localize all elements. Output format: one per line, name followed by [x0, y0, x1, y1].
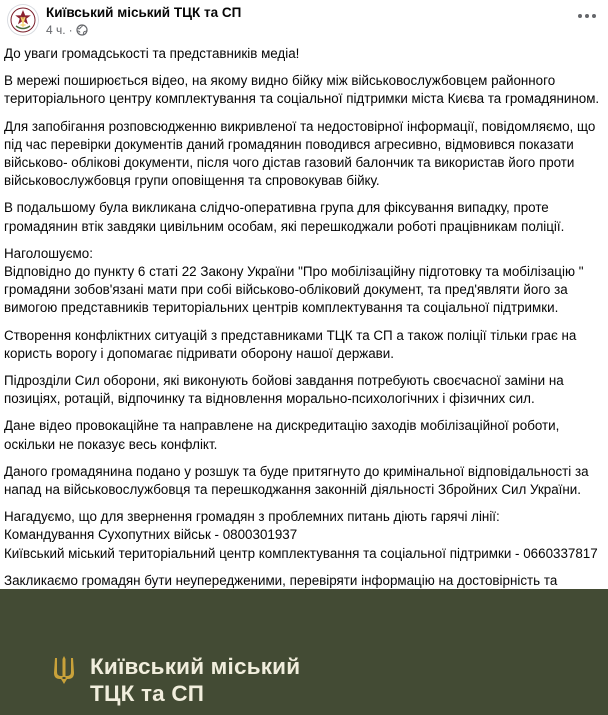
more-options-dot — [585, 14, 589, 18]
paragraph-emphasis-heading: Наголошуємо: — [4, 245, 93, 261]
image-title: Київський міський ТЦК та СП — [90, 654, 301, 706]
paragraph-provocation: Дане відео провокаційне та направлене на дискредитацію заходів мобілізаційної роботи, оскільки не показує весь конфлікт. — [4, 418, 560, 452]
post-meta — [46, 23, 88, 37]
hotline-kyiv-tck: Київський міський територіальний центр комплектування та соціальної підтримки - 0660337817 — [4, 545, 598, 561]
more-options-icon — [578, 14, 582, 18]
paragraph-video: В мережі поширюється відео, на якому видно бійку між військовослужбовцем районного територіального центру комплектування та соціальної підтримки міста Києва та громадянином. — [4, 73, 600, 107]
page-name-link[interactable]: Київський міський ТЦК та СП — [46, 5, 242, 20]
paragraph-wanted: Даного громадянина подано у розшук та буде притягнуто до кримінальної відповідальності за напад на військовослужбовця та перешкоджання законній діяльності Збройних Сил України. — [4, 463, 589, 498]
paragraph-hotlines-intro: Нагадуємо, що для звернення громадян з проблемних питань діють гарячі лінії: — [4, 509, 500, 525]
paragraph-conflicts: Створення конфліктних ситуацій з представниками ТЦК та СП а також поліції тільки грає на користь ворогу і допомагає підривати оборону нашої держави. — [4, 327, 577, 361]
more-options-dot — [592, 14, 596, 18]
paragraph-law: Відповідно до пункту 6 статі 22 Закону України "Про мобілізаційну підготовку та мобілізацію " громадяни зобов'язані мати при собі військово-обліковий документ, та пред'являти його за вимогою представників територіальних центрів комплектування та соціальної підтримки. — [4, 264, 584, 316]
paragraph-appeal: Закликаємо громадян бути неупередженими, перевіряти інформацію на достовірність та — [4, 572, 558, 588]
more-options-button[interactable] — [576, 9, 598, 23]
post-header — [0, 0, 608, 40]
paragraph-attention: До уваги громадськості та представників медіа! — [4, 46, 300, 61]
post-timestamp[interactable]: 4 ч. — [46, 23, 66, 37]
hotline-ground-forces: Командування Сухопутних військ - 0800301937 — [4, 527, 298, 543]
meta-separator: · — [68, 23, 73, 37]
page-avatar[interactable] — [7, 4, 39, 36]
paragraph-defense-forces: Підрозділи Сил оборони, які виконують бойові завдання потребують своєчасної заміни на позиціях, ротацій, відпочинку та відновлення морально-психологічних і фізичних сил. — [4, 373, 564, 407]
emblem-icon — [10, 7, 36, 33]
trident-icon — [52, 655, 76, 685]
post-text — [4, 45, 604, 617]
paragraph-incident: Для запобігання розповсюдженню викривленої та недостовірної інформації, повідомляємо, що під час перевірки документів даний громадянин поводився агресивно, відмовився показати військово- облікові документи, після чого дістав газовий балончик та використав його проти військовослужбовця групи оповіщення та спровокував бійку. — [4, 118, 596, 189]
globe-icon[interactable] — [76, 24, 88, 36]
paragraph-investigation: В подальшому була викликана слідчо-оперативна група для фіксування випадку, проте громадянин втік завдяки цивільним особам, які перешкоджали роботі працівникам поліції. — [4, 200, 565, 234]
